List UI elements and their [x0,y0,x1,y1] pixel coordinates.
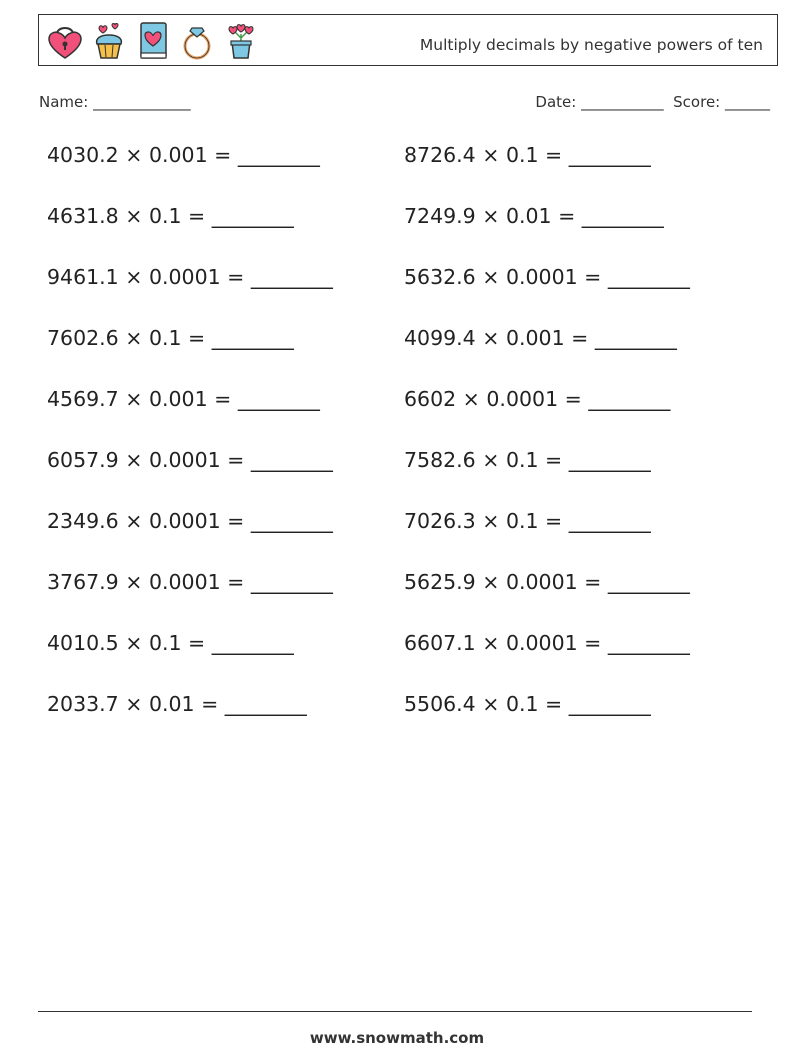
problem-row [47,509,767,570]
problem-item: 4010.5 × 0.1 = ________ [47,631,294,655]
heart-flower-pot-icon [221,20,261,62]
cupcake-icon [89,20,129,62]
problem-row [47,448,767,509]
problem-row [47,326,767,387]
problem-item: 5506.4 × 0.1 = ________ [404,692,651,716]
problem-row [47,631,767,692]
footer-divider [38,1011,752,1012]
problem-item: 6607.1 × 0.0001 = ________ [404,631,690,655]
worksheet-title: Multiply decimals by negative powers of ten [419,36,763,54]
problem-item: 8726.4 × 0.1 = ________ [404,143,651,167]
problem-item: 4569.7 × 0.001 = ________ [47,387,320,411]
problem-item: 7582.6 × 0.1 = ________ [404,448,651,472]
worksheet-header [38,14,778,66]
heart-book-icon [133,20,173,62]
problem-item: 7249.9 × 0.01 = ________ [404,204,664,228]
problem-item: 4631.8 × 0.1 = ________ [47,204,294,228]
problem-item: 3767.9 × 0.0001 = ________ [47,570,333,594]
problem-grid [47,143,767,753]
problem-row [47,387,767,448]
ring-icon [177,20,217,62]
problem-item: 4030.2 × 0.001 = ________ [47,143,320,167]
problem-row [47,570,767,631]
problem-item: 4099.4 × 0.001 = ________ [404,326,677,350]
problem-item: 6057.9 × 0.0001 = ________ [47,448,333,472]
score-field: Score: ______ [673,93,770,111]
problem-item: 6602 × 0.0001 = ________ [404,387,671,411]
date-score-fields [535,93,770,111]
heart-lock-icon [45,20,85,62]
problem-row [47,692,767,753]
date-field: Date: ___________ [535,93,664,111]
problem-row [47,143,767,204]
problem-item: 5632.6 × 0.0001 = ________ [404,265,690,289]
problem-row [47,265,767,326]
problem-row [47,204,767,265]
problem-item: 2033.7 × 0.01 = ________ [47,692,307,716]
name-field: Name: _____________ [39,93,191,111]
footer-url: www.snowmath.com [309,1029,485,1047]
problem-item: 7602.6 × 0.1 = ________ [47,326,294,350]
problem-item: 5625.9 × 0.0001 = ________ [404,570,690,594]
problem-item: 9461.1 × 0.0001 = ________ [47,265,333,289]
problem-item: 2349.6 × 0.0001 = ________ [47,509,333,533]
problem-item: 7026.3 × 0.1 = ________ [404,509,651,533]
icon-strip [45,19,261,63]
